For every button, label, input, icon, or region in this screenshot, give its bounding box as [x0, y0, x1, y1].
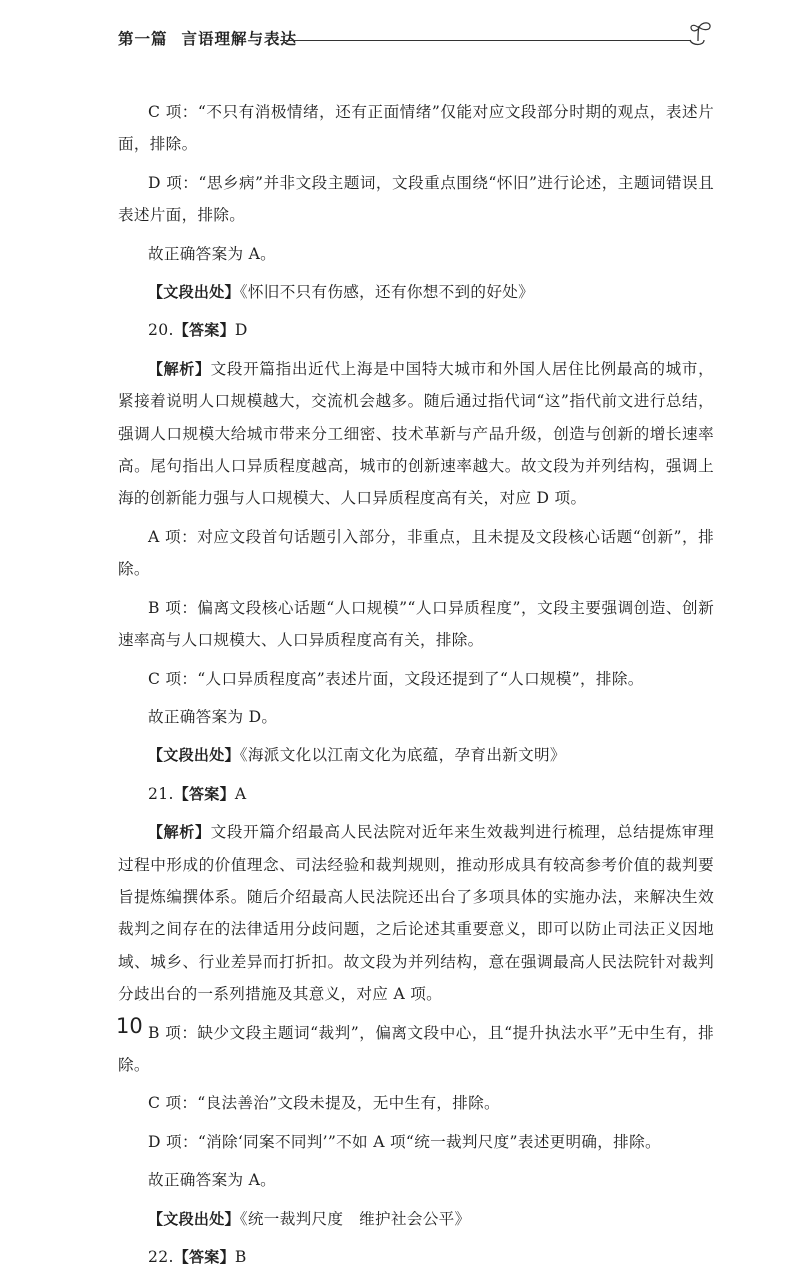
paragraph: C 项：“良法善治”文段未提及，无中生有，排除。: [148, 1094, 500, 1113]
paragraph: 故正确答案为 A。: [148, 244, 277, 263]
paragraph: 故正确答案为 A。: [148, 1171, 277, 1190]
paragraph: C 项：“人口异质程度高”表述片面，文段还提到了“人口规模”，排除。: [148, 669, 644, 688]
paragraph: B 项：缺少文段主题词“裁判”，偏离文段中心，且“提升执法水平”无中生有，排除。: [118, 1023, 714, 1074]
paragraph: D 项：“思乡病”并非文段主题词，文段重点围绕“怀旧”进行论述，主题词错误且表述片面，排除。: [118, 173, 714, 225]
answer-line-21: 21.【答案】A: [148, 784, 247, 803]
sprout-icon: [686, 20, 716, 48]
paragraph: A 项：对应文段首句话题引入部分，非重点，且未提及文段核心话题“创新”，排除。: [118, 527, 714, 579]
paragraph: 故正确答案为 D。: [148, 707, 278, 726]
header-rule: [280, 40, 690, 41]
running-header: [118, 20, 718, 50]
header-text: [118, 27, 297, 49]
answer-line-22: 22.【答案】B: [148, 1248, 247, 1266]
source-line: 【文段出处】《海派文化以江南文化为底蕴，孕育出新文明》: [148, 746, 566, 765]
paragraph: B 项：偏离文段核心话题“人口规模”“人口异质程度”，文段主要强调创造、创新速率高与人口规模大、人口异质程度高有关，排除。: [118, 598, 714, 650]
analysis-paragraph: 【解析】文段开篇指出近代上海是中国特大城市和外国人居住比例最高的城市，紧接着说明人口规模越大，交流机会越多。随后通过指代词“这”指代前文进行总结，强调人口规模大给城市带来分工细密、技术革新与产品升级，创造与创新的增长速率高。尾句指出人口异质程度越高，城市的创新速率越大。故文段为并列结构，强调上海的创新能力强与人口规模大、人口异质程度高有关，对应 D 项。: [118, 359, 714, 508]
answer-explanations: [118, 96, 714, 1279]
page-number: 10: [116, 1014, 143, 1038]
header-title: 言语理解与表达: [181, 30, 298, 48]
analysis-paragraph: 【解析】文段开篇介绍最高人民法院对近年来生效裁判进行梳理，总结提炼审理过程中形成的价值理念、司法经验和裁判规则，推动形成具有较高参考价值的裁判要旨提炼编撰体系。随后介绍最高人民法院还出台了多项具体的实施办法，来解决生效裁判之间存在的法律适用分歧问题，之后论述其重要意义，即可以防止司法正义因地域、城乡、行业差异而打折扣。故文段为并列结构，意在强调最高人民法院针对裁判分歧出台的一系列措施及其意义，对应 A 项。: [118, 823, 714, 1004]
paragraph: C 项：“不只有消极情绪，还有正面情绪”仅能对应文段部分时期的观点，表述片面，排除。: [118, 103, 714, 154]
paragraph: D 项：“消除‘同案不同判’”不如 A 项“统一裁判尺度”表述更明确，排除。: [148, 1132, 661, 1151]
source-line: 【文段出处】《怀旧不只有伤感，还有你想不到的好处》: [148, 283, 534, 302]
answer-line-20: 20.【答案】D: [148, 321, 248, 340]
source-line: 【文段出处】《统一裁判尺度 维护社会公平》: [148, 1209, 471, 1228]
header-part: 第一篇: [118, 30, 168, 48]
